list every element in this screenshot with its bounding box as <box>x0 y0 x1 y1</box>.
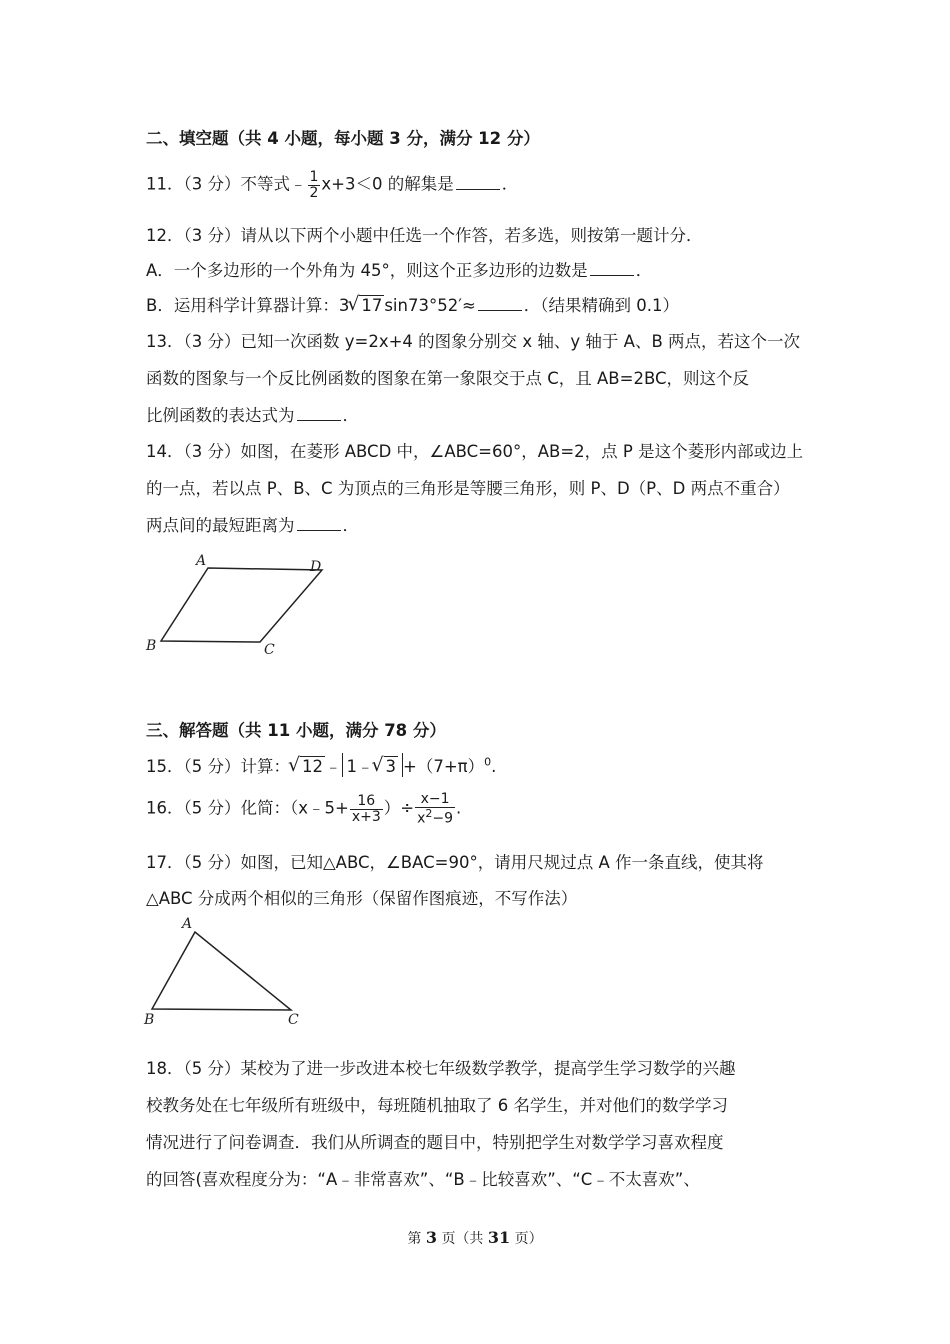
question-15 <box>146 753 496 777</box>
q16-fraction-2 <box>415 792 455 826</box>
question-14-line-3 <box>146 512 359 536</box>
sqrt-12 <box>290 757 325 776</box>
question-13-line-3 <box>146 402 359 426</box>
question-18-line-3: 情况进行了问卷调查．我们从所调查的题目中，特别把学生对数学学习喜欢程度 <box>146 1133 724 1152</box>
footer-pre: 第 <box>407 1231 422 1247</box>
label-c: C <box>288 1012 299 1028</box>
label-b: B <box>144 1012 155 1028</box>
question-18-line-1: 18．（5 分）某校为了进一步改进本校七年级数学教学，提高学生学习数学的兴趣 <box>146 1059 736 1078</box>
q11-frac-den: 2 <box>309 184 319 201</box>
q14-end: ． <box>342 516 359 535</box>
footer-post: 页） <box>514 1231 543 1247</box>
q16-f2-den-exp: 2 <box>425 806 433 820</box>
q16-prefix: 16．（5 分）化简：（x﹣5+ <box>146 798 349 818</box>
question-11 <box>146 170 518 200</box>
sqrt-17 <box>349 296 384 315</box>
label-a: A <box>182 916 193 932</box>
q16-fraction-1 <box>350 794 383 824</box>
q12-b-end: ．（结果精确到 0.1） <box>523 296 680 315</box>
q11-fraction <box>308 170 321 200</box>
section-3-title: 三、解答题（共 11 小题，满分 78 分） <box>146 721 446 740</box>
question-16 <box>146 792 461 826</box>
page-number: 3 <box>425 1228 437 1247</box>
q11-mid: x+3＜0 的解集是 <box>321 174 454 194</box>
question-18-line-4: 的回答(喜欢程度分为：“A﹣非常喜欢”、“B﹣比较喜欢”、“C﹣不太喜欢”、 <box>146 1170 700 1189</box>
q16-end: . <box>456 798 462 818</box>
q16-f2-den-tail: −9 <box>432 810 454 827</box>
q11-end: ． <box>501 174 519 194</box>
q16-f1-den: x+3 <box>351 808 381 825</box>
footer-mid: 页（共 <box>441 1231 484 1247</box>
sqrt-3 <box>374 757 399 776</box>
answer-blank <box>478 309 522 311</box>
label-c: C <box>264 642 275 658</box>
q11-prefix: 11．（3 分）不等式﹣ <box>146 174 307 194</box>
question-14-line-2: 的一点，若以点 P、B、C 为顶点的三角形是等腰三角形，则 P、D（P、D 两点不重合） <box>146 479 790 498</box>
absolute-value <box>342 753 404 777</box>
rhombus-figure <box>140 552 340 662</box>
q14-line-3-text: 两点间的最短距离为 <box>146 516 295 535</box>
q15-radicand-2: 3 <box>385 757 396 776</box>
q15-radicand-1: 12 <box>302 757 323 776</box>
q15-minus: ﹣ <box>325 757 342 776</box>
label-b: B <box>146 638 157 654</box>
q16-f2-num: x−1 <box>415 792 455 808</box>
label-a: A <box>196 553 207 569</box>
question-13-line-2: 函数的图象与一个反比例函数的图象在第一象限交于点 C，且 AB=2BC，则这个反 <box>146 369 749 388</box>
answer-blank <box>297 419 341 421</box>
question-17-line-2: △ABC 分成两个相似的三角形（保留作图痕迹，不写作法） <box>146 889 578 908</box>
section-2-title: 二、填空题（共 4 小题，每小题 3 分，满分 12 分） <box>146 129 540 148</box>
triangle-abc <box>152 932 291 1010</box>
question-13-line-1: 13．（3 分）已知一次函数 y=2x+4 的图象分别交 x 轴、y 轴于 A、B 两点，若这个一次 <box>146 332 801 351</box>
q15-abs-pre: 1﹣ <box>346 757 374 776</box>
q13-end: ． <box>342 406 359 425</box>
page-total: 31 <box>487 1228 511 1247</box>
q15-end: . <box>491 757 497 776</box>
question-12-stem: 12．（3 分）请从以下两个小题中任选一个作答，若多选，则按第一题计分． <box>146 226 703 245</box>
answer-blank <box>297 529 341 531</box>
answer-blank <box>590 274 634 276</box>
rhombus-abcd <box>161 568 322 642</box>
q15-exponent: 0 <box>484 755 492 769</box>
page-footer <box>0 1228 950 1248</box>
answer-blank <box>456 188 500 190</box>
triangle-figure <box>140 914 310 1030</box>
label-d: D <box>310 559 322 575</box>
question-14-line-1: 14．（3 分）如图，在菱形 ABCD 中，∠ABC=60°，AB=2，点 P 是这个菱形内部或边上 <box>146 442 804 461</box>
question-18-line-2: 校教务处在七年级所有班级中，每班随机抽取了 6 名学生，并对他们的数学学习 <box>146 1096 728 1115</box>
q12-b-radicand: 17 <box>361 296 383 315</box>
q16-f1-num: 16 <box>350 794 383 810</box>
question-12-b <box>146 292 679 316</box>
q12-a-end: ． <box>635 261 653 280</box>
q16-f2-den <box>415 808 455 826</box>
q12-b-mid: sin73°52′≈ <box>384 296 476 315</box>
q16-mid: ）÷ <box>383 798 415 818</box>
question-17-line-1: 17．（5 分）如图，已知△ABC，∠BAC=90°，请用尺规过点 A 作一条直线，使其将 <box>146 853 764 872</box>
q15-plus: +（7+π） <box>403 757 485 776</box>
q15-prefix: 15．（5 分）计算： <box>146 757 290 776</box>
q13-line-3-text: 比例函数的表达式为 <box>146 406 295 425</box>
q11-frac-num: 1 <box>309 169 319 185</box>
q16-f2-den-base: x <box>417 810 426 827</box>
question-12-a <box>146 257 652 281</box>
q12-b-prefix: B．运用科学计算器计算：3 <box>146 296 350 315</box>
q12-a-text: A．一个多边形的一个外角为 45°，则这个正多边形的边数是 <box>146 261 588 280</box>
